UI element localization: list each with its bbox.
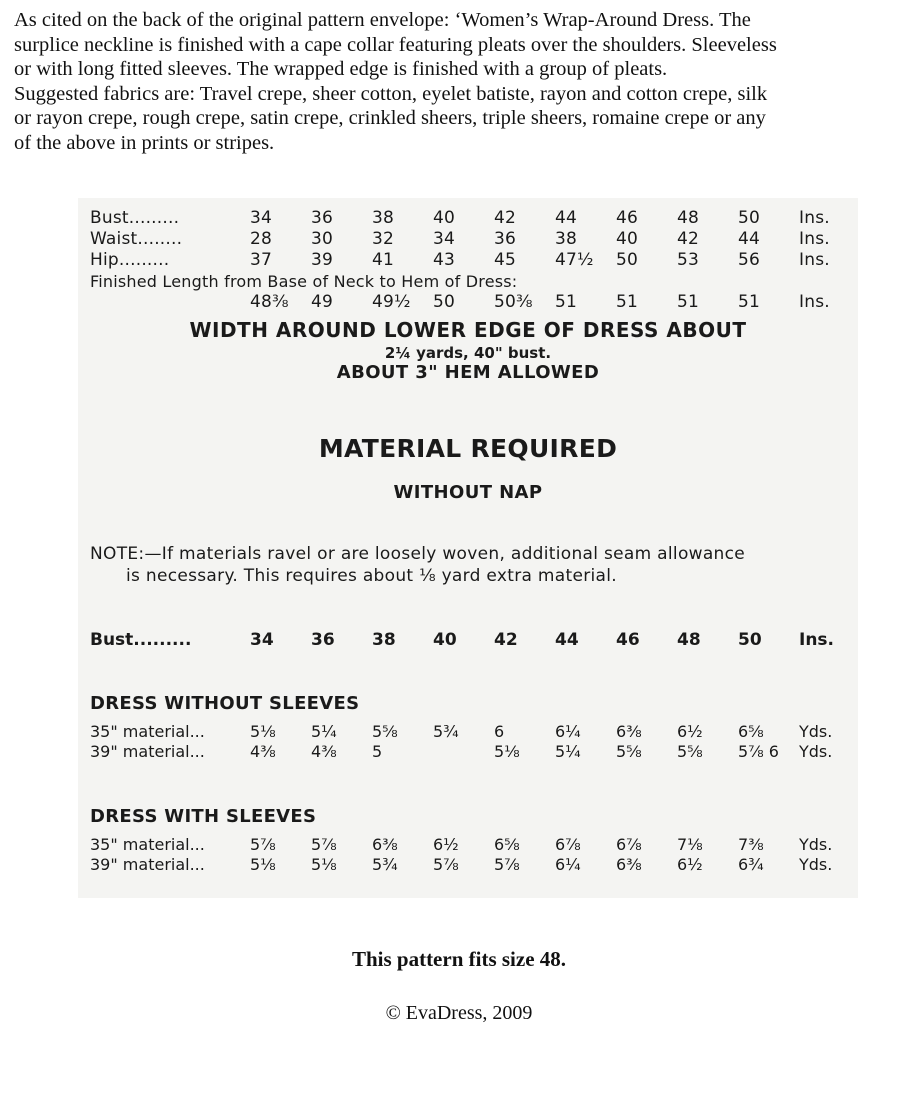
cell: 6 <box>494 722 505 741</box>
cell: 34 <box>433 229 456 249</box>
cell: 50 <box>738 208 761 228</box>
material-row <box>90 722 851 742</box>
size-row-waist <box>90 229 851 250</box>
intro-line: or rayon crepe, rough crepe, satin crepe, crinkled sheers, triple sheers, romaine crepe or any <box>14 107 766 130</box>
cell: 32 <box>372 229 395 249</box>
cell: 5⅞ <box>494 855 520 874</box>
cell: 6⅜ <box>372 835 398 854</box>
copyright-line: © EvaDress, 2009 <box>385 1002 533 1024</box>
cell: 6⅝ <box>738 722 764 741</box>
cell: 48 <box>677 630 701 650</box>
row-label: Bust......... <box>90 208 180 228</box>
intro-line: Suggested fabrics are: Travel crepe, sheer cotton, eyelet batiste, rayon and cotton crepe, silk <box>14 82 768 105</box>
material-row <box>90 742 851 762</box>
cell: 6½ <box>677 722 703 741</box>
cell: 6⅜ <box>616 722 642 741</box>
cell: 50 <box>433 292 456 312</box>
cell: 30 <box>311 229 334 249</box>
cell: 5⅝ <box>372 722 398 741</box>
cell: 6⅞ <box>555 835 581 854</box>
material-bust-row <box>90 630 851 650</box>
section-heading-with-sleeves: DRESS WITH SLEEVES <box>90 806 317 827</box>
unit: Ins. <box>799 250 830 270</box>
cell: 46 <box>616 630 640 650</box>
row-label: 35" material... <box>90 722 205 741</box>
material-row <box>90 855 851 875</box>
material-row <box>90 835 851 855</box>
cell: 5⅛ <box>494 742 520 761</box>
row-label: Hip......... <box>90 250 170 270</box>
cell: 5⅝ <box>677 742 703 761</box>
cell: 47½ <box>555 250 594 270</box>
cell: 51 <box>555 292 578 312</box>
row-label: 39" material... <box>90 855 205 874</box>
cell: 49 <box>311 292 334 312</box>
unit: Yds. <box>799 855 833 874</box>
cell: 44 <box>555 208 578 228</box>
cell: 6¼ <box>555 722 581 741</box>
size-chart <box>90 208 851 313</box>
unit: Yds. <box>799 722 833 741</box>
unit: Yds. <box>799 742 833 761</box>
cell: 50⅜ <box>494 292 533 312</box>
cell: 5⅛ <box>311 855 337 874</box>
cell: 50 <box>616 250 639 270</box>
cell: 5⅝ <box>616 742 642 761</box>
finished-length-label: Finished Length from Base of Neck to Hem of Dress: <box>90 272 518 291</box>
cell: 39 <box>311 250 334 270</box>
cell: 45 <box>494 250 517 270</box>
size-row-length <box>90 292 851 313</box>
cell: 49½ <box>372 292 411 312</box>
cell: 38 <box>372 630 396 650</box>
unit: Yds. <box>799 835 833 854</box>
cell: 5⅞ 6 <box>738 742 779 761</box>
cell: 38 <box>372 208 395 228</box>
material-table-without-sleeves <box>90 722 851 762</box>
note-line: is necessary. This requires about ⅛ yard extra material. <box>126 566 617 586</box>
cell: 46 <box>616 208 639 228</box>
cell: 42 <box>677 229 700 249</box>
cell: 6⅜ <box>616 855 642 874</box>
cell: 6½ <box>433 835 459 854</box>
cell: 48 <box>677 208 700 228</box>
cell: 36 <box>311 630 335 650</box>
cell: 6½ <box>677 855 703 874</box>
intro-line: As cited on the back of the original pattern envelope: ‘Women’s Wrap-Around Dress. The <box>14 9 751 31</box>
size-row-hip <box>90 250 851 271</box>
section-heading-without-sleeves: DRESS WITHOUT SLEEVES <box>90 693 360 714</box>
cell: 53 <box>677 250 700 270</box>
cell: 6⅞ <box>616 835 642 854</box>
cell: 37 <box>250 250 273 270</box>
scanned-pattern-envelope <box>78 198 858 898</box>
without-nap-label: WITHOUT NAP <box>393 482 543 503</box>
unit: Ins. <box>799 292 830 312</box>
cell: 38 <box>555 229 578 249</box>
cell: 5¼ <box>555 742 581 761</box>
cell: 5⅛ <box>250 855 276 874</box>
cell: 5¾ <box>372 855 398 874</box>
cell: 6⅝ <box>494 835 520 854</box>
note-line: NOTE:—If materials ravel or are loosely woven, additional seam allowance <box>90 544 746 564</box>
row-label: 39" material... <box>90 742 205 761</box>
cell: 36 <box>311 208 334 228</box>
cell: 36 <box>494 229 517 249</box>
cell: 6¾ <box>738 855 764 874</box>
cell: 42 <box>494 208 517 228</box>
intro-line: or with long fitted sleeves. The wrapped edge is finished with a group of pleats. <box>14 58 668 81</box>
material-table-with-sleeves <box>90 835 851 875</box>
cell: 42 <box>494 630 518 650</box>
cell: 51 <box>677 292 700 312</box>
unit: Ins. <box>799 208 830 228</box>
seam-allowance-note <box>90 543 850 587</box>
cell: 40 <box>433 208 456 228</box>
row-label: 35" material... <box>90 835 205 854</box>
width-subtext: 2¼ yards, 40" bust. <box>384 344 552 362</box>
pattern-fit-note: This pattern fits size 48. <box>351 947 567 971</box>
intro-description <box>14 8 908 156</box>
cell: 34 <box>250 208 273 228</box>
cell: 5⅞ <box>311 835 337 854</box>
cell: 48⅜ <box>250 292 289 312</box>
cell: 41 <box>372 250 395 270</box>
hem-note: ABOUT 3" HEM ALLOWED <box>336 362 600 383</box>
cell: 50 <box>738 630 762 650</box>
cell: 51 <box>738 292 761 312</box>
cell: 7⅛ <box>677 835 703 854</box>
cell: 5¼ <box>311 722 337 741</box>
width-heading: WIDTH AROUND LOWER EDGE OF DRESS ABOUT <box>189 318 747 342</box>
cell: 56 <box>738 250 761 270</box>
cell: 44 <box>555 630 579 650</box>
cell: 40 <box>616 229 639 249</box>
cell: 40 <box>433 630 457 650</box>
cell: 5⅞ <box>250 835 276 854</box>
cell: 7⅜ <box>738 835 764 854</box>
row-label: Bust......... <box>90 630 192 650</box>
cell: 5 <box>372 742 383 761</box>
size-row-bust <box>90 208 851 229</box>
unit: Ins. <box>799 229 830 249</box>
cell: 44 <box>738 229 761 249</box>
cell: 5¾ <box>433 722 459 741</box>
cell: 5⅛ <box>250 722 276 741</box>
material-required-title: MATERIAL REQUIRED <box>318 434 618 463</box>
cell: 6¼ <box>555 855 581 874</box>
cell: 5⅞ <box>433 855 459 874</box>
cell: 34 <box>250 630 274 650</box>
row-label: Waist........ <box>90 229 183 249</box>
cell: 28 <box>250 229 273 249</box>
cell: 51 <box>616 292 639 312</box>
cell: 4⅜ <box>311 742 337 761</box>
unit: Ins. <box>799 630 835 650</box>
intro-line: of the above in prints or stripes. <box>14 131 275 154</box>
cell: 43 <box>433 250 456 270</box>
intro-line: surplice neckline is finished with a cape collar featuring pleats over the shoulders. Sleeveless <box>14 33 777 56</box>
cell: 4⅜ <box>250 742 276 761</box>
